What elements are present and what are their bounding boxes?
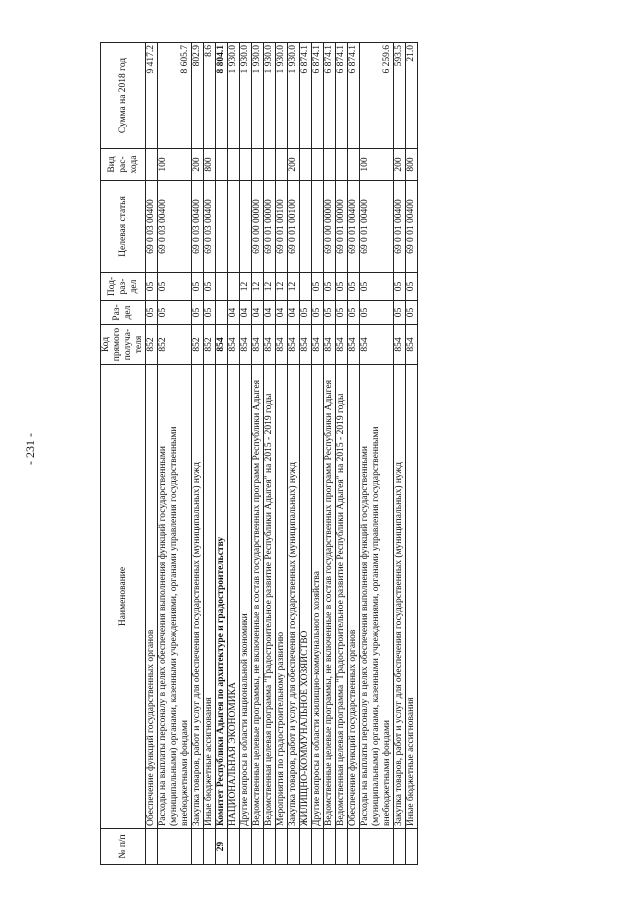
row-razdel-cell: 04 <box>264 301 276 325</box>
table-row <box>324 43 336 865</box>
row-num-cell <box>394 829 406 865</box>
row-podrazdel-cell: 12 <box>252 273 264 301</box>
row-sum-cell: 6 874.1 <box>324 43 336 149</box>
row-target-cell: 69 0 03 00400 <box>192 181 204 273</box>
row-target-cell <box>312 181 324 273</box>
table-row <box>228 43 240 865</box>
row-podrazdel-cell <box>228 273 240 301</box>
header-name: Наименование <box>101 365 146 829</box>
row-code-cell: 854 <box>216 325 228 365</box>
row-target-cell <box>240 181 252 273</box>
row-expense-cell: 800 <box>406 149 418 181</box>
row-expense-cell <box>264 149 276 181</box>
row-sum-cell: 593.5 <box>394 43 406 149</box>
row-name-cell: Расходы на выплаты персоналу в целях обеспечения выполнения функций государственными (муниципальными) органами, казенными учреждениями, органами управления государственными внебюджетными фондами <box>360 365 394 829</box>
table-row <box>192 43 204 865</box>
row-num-cell <box>276 829 288 865</box>
table-row <box>394 43 406 865</box>
row-name-cell: Комитет Республики Адыгея по архитектуре и градостроительству <box>216 365 228 829</box>
row-sum-cell: 1 930.0 <box>252 43 264 149</box>
row-num-cell <box>336 829 348 865</box>
budget-table <box>100 42 418 865</box>
table-row <box>360 43 394 865</box>
row-razdel-cell: 05 <box>348 301 360 325</box>
row-sum-cell: 8.6 <box>204 43 216 149</box>
header-podrazdel: Под-раз-дел <box>101 273 146 301</box>
table-body <box>146 43 418 865</box>
row-sum-cell: 1 930.0 <box>228 43 240 149</box>
row-razdel-cell: 05 <box>158 301 192 325</box>
row-target-cell: 69 0 01 00400 <box>348 181 360 273</box>
row-num-cell <box>324 829 336 865</box>
row-razdel-cell: 04 <box>252 301 264 325</box>
row-num-cell <box>158 829 192 865</box>
row-sum-cell: 1 930.0 <box>240 43 252 149</box>
row-razdel-cell: 05 <box>324 301 336 325</box>
row-podrazdel-cell: 12 <box>264 273 276 301</box>
row-code-cell: 854 <box>312 325 324 365</box>
row-expense-cell <box>324 149 336 181</box>
row-code-cell: 854 <box>406 325 418 365</box>
row-code-cell: 852 <box>158 325 192 365</box>
row-name-cell: НАЦИОНАЛЬНАЯ ЭКОНОМИКА <box>228 365 240 829</box>
row-expense-cell: 100 <box>158 149 192 181</box>
header-razdel: Раз-дел <box>101 301 146 325</box>
row-expense-cell <box>300 149 312 181</box>
table-row <box>240 43 252 865</box>
row-razdel-cell: 05 <box>394 301 406 325</box>
row-name-cell: Ведомственная целевая программа "Градостроительное развитие Республики Адыгея" на 2015 - 2019 годы <box>336 365 348 829</box>
row-name-cell: Закупка товаров, работ и услуг для обеспечения государственных (муниципальных) нужд <box>394 365 406 829</box>
row-sum-cell: 1 930.0 <box>276 43 288 149</box>
row-target-cell: 69 0 00 00000 <box>324 181 336 273</box>
row-num-cell: 29 <box>216 829 228 865</box>
row-code-cell: 854 <box>240 325 252 365</box>
row-num-cell <box>406 829 418 865</box>
row-target-cell <box>228 181 240 273</box>
row-name-cell: Расходы на выплаты персоналу в целях обеспечения выполнения функций государственными (муниципальными) органами, казенными учреждениями, органами управления государственными внебюджетными фондами <box>158 365 192 829</box>
table-row <box>312 43 324 865</box>
row-razdel-cell: 05 <box>336 301 348 325</box>
table-row <box>406 43 418 865</box>
row-num-cell <box>204 829 216 865</box>
table-row <box>146 43 158 865</box>
row-num-cell <box>146 829 158 865</box>
row-code-cell: 854 <box>360 325 394 365</box>
row-name-cell: Закупка товаров, работ и услуг для обеспечения государственных (муниципальных) нужд <box>192 365 204 829</box>
row-code-cell: 854 <box>264 325 276 365</box>
row-expense-cell <box>216 149 228 181</box>
rotated-page <box>100 0 640 905</box>
row-name-cell: ЖИЛИЩНО-КОММУНАЛЬНОЕ ХОЗЯЙСТВО <box>300 365 312 829</box>
row-name-cell: Иные бюджетные ассигнования <box>204 365 216 829</box>
row-razdel-cell: 05 <box>312 301 324 325</box>
row-num-cell <box>252 829 264 865</box>
row-num-cell <box>240 829 252 865</box>
row-expense-cell <box>252 149 264 181</box>
row-sum-cell: 6 259.6 <box>360 43 394 149</box>
row-num-cell <box>288 829 300 865</box>
row-podrazdel-cell: 05 <box>192 273 204 301</box>
table-row <box>158 43 192 865</box>
row-code-cell: 852 <box>146 325 158 365</box>
row-name-cell: Другие вопросы в области национальной экономики <box>240 365 252 829</box>
row-podrazdel-cell: 05 <box>406 273 418 301</box>
row-sum-cell: 8 804.1 <box>216 43 228 149</box>
row-expense-cell <box>336 149 348 181</box>
row-code-cell: 854 <box>288 325 300 365</box>
row-num-cell <box>312 829 324 865</box>
row-expense-cell: 200 <box>394 149 406 181</box>
table-row <box>336 43 348 865</box>
row-expense-cell <box>348 149 360 181</box>
row-sum-cell: 6 874.1 <box>312 43 324 149</box>
row-code-cell: 854 <box>276 325 288 365</box>
row-target-cell: 69 0 00 00000 <box>252 181 264 273</box>
budget-table-container <box>100 43 555 865</box>
row-name-cell: Обеспечение функций государственных органов <box>146 365 158 829</box>
row-razdel-cell: 05 <box>360 301 394 325</box>
row-code-cell: 854 <box>348 325 360 365</box>
row-code-cell: 854 <box>324 325 336 365</box>
header-sum: Сумма на 2018 год <box>101 43 146 149</box>
row-podrazdel-cell: 12 <box>276 273 288 301</box>
row-podrazdel-cell: 05 <box>146 273 158 301</box>
row-podrazdel-cell <box>300 273 312 301</box>
table-row <box>216 43 228 865</box>
row-target-cell: 69 0 01 00100 <box>276 181 288 273</box>
row-code-cell: 854 <box>252 325 264 365</box>
row-podrazdel-cell: 05 <box>336 273 348 301</box>
row-razdel-cell: 05 <box>204 301 216 325</box>
row-podrazdel-cell: 05 <box>348 273 360 301</box>
row-target-cell: 69 0 03 00400 <box>146 181 158 273</box>
row-razdel-cell: 04 <box>288 301 300 325</box>
row-target-cell: 69 0 03 00400 <box>158 181 192 273</box>
row-target-cell: 69 0 01 00000 <box>336 181 348 273</box>
row-podrazdel-cell: 05 <box>204 273 216 301</box>
row-num-cell <box>228 829 240 865</box>
row-target-cell: 69 0 01 00100 <box>288 181 300 273</box>
row-podrazdel-cell: 05 <box>324 273 336 301</box>
row-sum-cell: 6 874.1 <box>336 43 348 149</box>
table-row <box>300 43 312 865</box>
row-name-cell: Мероприятия по градостроительному развитию <box>276 365 288 829</box>
header-num: № п/п <box>101 829 146 865</box>
row-num-cell <box>300 829 312 865</box>
row-podrazdel-cell <box>216 273 228 301</box>
row-podrazdel-cell: 05 <box>312 273 324 301</box>
row-podrazdel-cell: 12 <box>288 273 300 301</box>
row-name-cell: Другие вопросы в области жилищно-коммунального хозяйства <box>312 365 324 829</box>
row-code-cell: 854 <box>300 325 312 365</box>
row-razdel-cell: 05 <box>146 301 158 325</box>
row-sum-cell: 6 874.1 <box>300 43 312 149</box>
row-name-cell: Обеспечение функций государственных органов <box>348 365 360 829</box>
row-expense-cell: 200 <box>192 149 204 181</box>
page-number: - 231 - <box>23 433 37 465</box>
table-row <box>204 43 216 865</box>
row-razdel-cell: 04 <box>276 301 288 325</box>
row-expense-cell: 100 <box>360 149 394 181</box>
row-code-cell: 852 <box>192 325 204 365</box>
row-expense-cell: 800 <box>204 149 216 181</box>
table-row <box>276 43 288 865</box>
row-razdel-cell: 05 <box>300 301 312 325</box>
table-row <box>252 43 264 865</box>
row-razdel-cell: 04 <box>228 301 240 325</box>
row-num-cell <box>348 829 360 865</box>
row-sum-cell: 1 930.0 <box>264 43 276 149</box>
row-target-cell <box>300 181 312 273</box>
row-razdel-cell <box>216 301 228 325</box>
row-sum-cell: 21.0 <box>406 43 418 149</box>
row-expense-cell <box>276 149 288 181</box>
row-sum-cell: 9 417.2 <box>146 43 158 149</box>
table-row <box>348 43 360 865</box>
row-target-cell: 69 0 03 00400 <box>204 181 216 273</box>
row-sum-cell: 802.9 <box>192 43 204 149</box>
row-target-cell: 69 0 01 00400 <box>406 181 418 273</box>
header-code: Код прямого получа-теля <box>101 325 146 365</box>
row-name-cell: Ведомственная целевая программа "Градостроительное развитие Республики Адыгея" на 2015 - 2019 годы <box>264 365 276 829</box>
row-sum-cell: 1 930.0 <box>288 43 300 149</box>
row-podrazdel-cell: 05 <box>360 273 394 301</box>
row-code-cell: 852 <box>204 325 216 365</box>
row-target-cell: 69 0 01 00000 <box>264 181 276 273</box>
row-podrazdel-cell: 05 <box>394 273 406 301</box>
header-target: Целевая статья <box>101 181 146 273</box>
row-expense-cell <box>228 149 240 181</box>
table-row <box>288 43 300 865</box>
row-num-cell <box>360 829 394 865</box>
header-expense: Вид рас-хода <box>101 149 146 181</box>
row-target-cell: 69 0 01 00400 <box>360 181 394 273</box>
row-sum-cell: 6 874.1 <box>348 43 360 149</box>
row-name-cell: Иные бюджетные ассигнования <box>406 365 418 829</box>
row-podrazdel-cell: 05 <box>158 273 192 301</box>
row-razdel-cell: 05 <box>406 301 418 325</box>
row-name-cell: Ведомственные целевые программы, не включенные в состав государственных программ Республики Адыгея <box>324 365 336 829</box>
row-code-cell: 854 <box>394 325 406 365</box>
row-podrazdel-cell: 12 <box>240 273 252 301</box>
row-razdel-cell: 04 <box>240 301 252 325</box>
table-row <box>264 43 276 865</box>
row-expense-cell: 200 <box>288 149 300 181</box>
row-num-cell <box>264 829 276 865</box>
row-num-cell <box>192 829 204 865</box>
row-code-cell: 854 <box>228 325 240 365</box>
row-target-cell <box>216 181 228 273</box>
row-expense-cell <box>312 149 324 181</box>
row-name-cell: Ведомственные целевые программы, не включенные в состав государственных программ Республики Адыгея <box>252 365 264 829</box>
row-expense-cell <box>146 149 158 181</box>
row-code-cell: 854 <box>336 325 348 365</box>
table-header-row <box>101 43 146 865</box>
row-name-cell: Закупка товаров, работ и услуг для обеспечения государственных (муниципальных) нужд <box>288 365 300 829</box>
row-sum-cell: 8 605.7 <box>158 43 192 149</box>
row-target-cell: 69 0 01 00400 <box>394 181 406 273</box>
row-razdel-cell: 05 <box>192 301 204 325</box>
row-expense-cell <box>240 149 252 181</box>
